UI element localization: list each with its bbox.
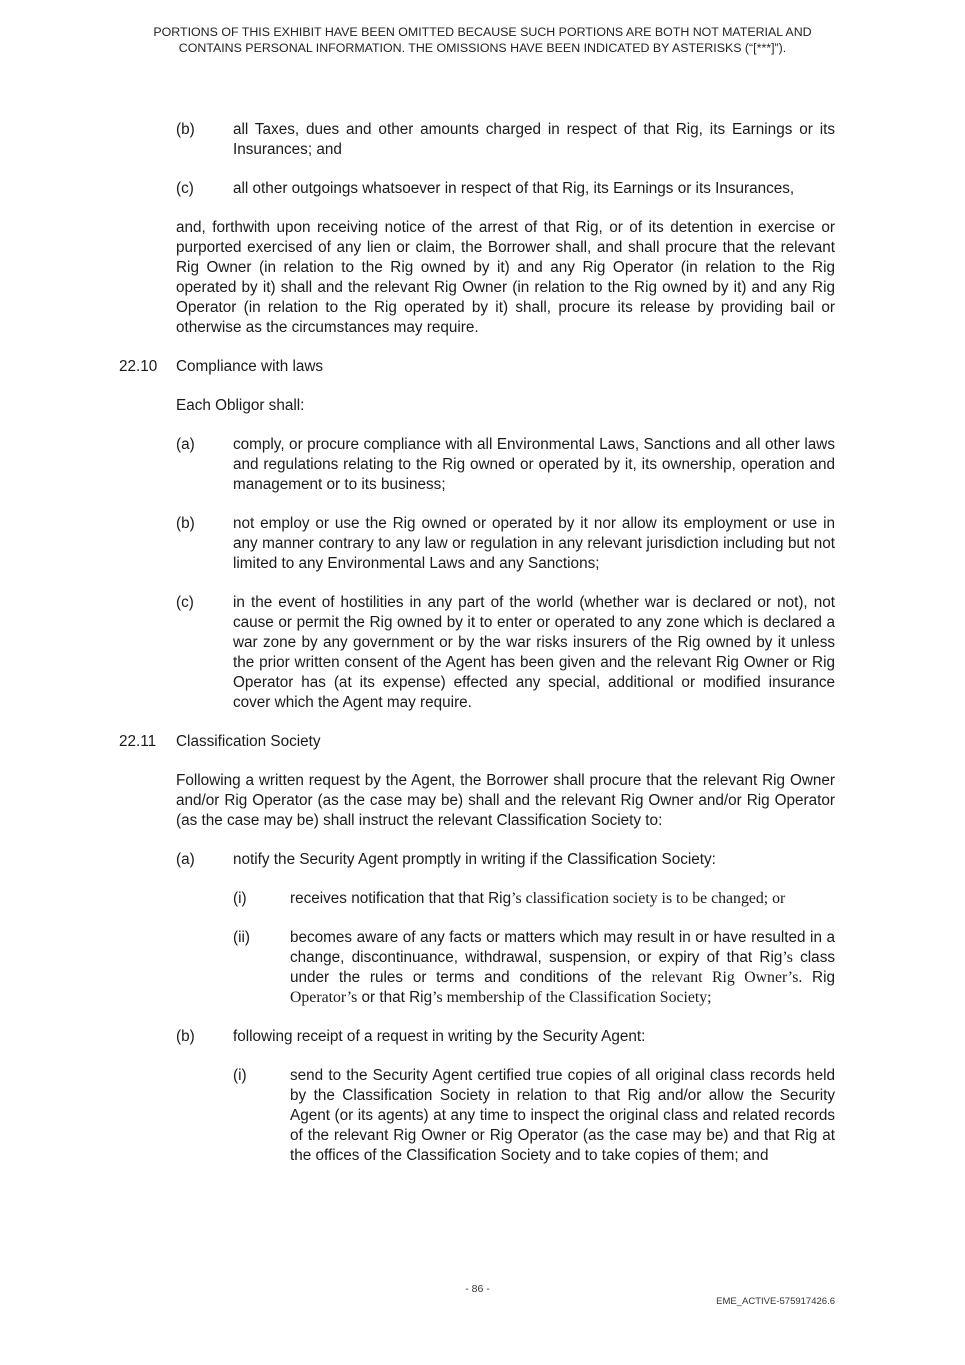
subclause-text: becomes aware of any facts or matters which may result in or have resulted in a change, discontinuance, withdrawal, suspension, or expiry of that Rig	[290, 929, 835, 966]
subclause-i-send-copies	[233, 1066, 835, 1166]
arrest-paragraph: and, forthwith upon receiving notice of the arrest of that Rig, or of its detention in exercise or purported exercised of any lien or claim, the Borrower shall, and shall procure that the relevant Rig Owner (in relation to the Rig owned by it) and any Rig Operator (in relation to the Rig operated by it) shall and the relevant Rig Owner (in relation to the Rig owned by it) and any Rig Operator (in relation to the Rig operated by it) shall, procure its release by providing bail or otherwise as the circumstances may require.	[176, 219, 835, 336]
subclause-text-serif: relevant Rig Owner’s.	[651, 969, 803, 986]
exhibit-header	[100, 24, 865, 56]
document-reference: EME_ACTIVE-575917426.6	[716, 1296, 835, 1307]
section-intro: Following a written request by the Agent, the Borrower shall procure that the relevant Rig Owner and/or Rig Operator (as the case may be) shall and the relevant Rig Owner and/or Rig Operator (as the case may be) shall instruct the relevant Classification Society to:	[176, 772, 835, 829]
subclause-text-serif: Operator’s	[290, 989, 358, 1006]
header-line-1: PORTIONS OF THIS EXHIBIT HAVE BEEN OMITTED BECAUSE SUCH PORTIONS ARE BOTH NOT MATERIAL AND	[153, 25, 812, 39]
clause-label: (c)	[176, 594, 194, 611]
clause-text: comply, or procure compliance with all Environmental Laws, Sanctions and all other laws and regulations relating to the Rig owned or operated by it, its ownership, operation and management or to its business;	[233, 436, 835, 493]
section-number: 22.10	[119, 358, 158, 375]
clause-label: (a)	[176, 436, 195, 453]
clause-label: (c)	[176, 180, 194, 197]
clause-text: all Taxes, dues and other amounts charged in respect of that Rig, its Earnings or its Insurances; and	[233, 121, 835, 158]
subclause-text: send to the Security Agent certified true copies of all original class records held by the Classification Society in relation to that Rig and/or allow the Security Agent (or its agents) at any time to inspect the original class and related records of the relevant Rig Owner or Rig Operator (as the case may be) and that Rig at the offices of the Classification Society and to take copies of them; and	[290, 1067, 835, 1164]
subclause-label: (ii)	[233, 929, 250, 946]
section-title: Compliance with laws	[176, 358, 324, 375]
subclause-text-serif: ’s	[782, 949, 793, 966]
section-title: Classification Society	[176, 733, 321, 750]
header-line-2: CONTAINS PERSONAL INFORMATION. THE OMISSIONS HAVE BEEN INDICATED BY ASTERISKS (“[***]”).	[178, 41, 787, 55]
subclause-i-notification	[233, 889, 835, 909]
section-intro: Each Obligor shall:	[176, 397, 305, 414]
section-heading-22-11	[119, 732, 835, 752]
section-heading-22-10	[119, 357, 835, 377]
page-number: - 86 -	[465, 1283, 490, 1295]
clause-item-b-following-receipt	[176, 1027, 835, 1047]
clause-item-c-outgoings	[176, 179, 835, 199]
subclause-label: (i)	[233, 890, 247, 907]
section-number: 22.11	[119, 733, 157, 750]
clause-text: in the event of hostilities in any part of the world (whether war is declared or not), not cause or permit the Rig owned by it to enter or operated to any zone which is declared a war zone by any government or by the war risks insurers of the Rig owned by it unless the prior written consent of the Agent has been given and the relevant Rig Owner or Rig Operator has (at its expense) effected any special, additional or modified insurance cover which the Agent may require.	[233, 594, 835, 711]
subclause-ii-aware	[233, 928, 836, 1008]
clause-label: (b)	[176, 515, 195, 532]
subclause-text: class under the rules or terms and conditions of the	[290, 949, 835, 986]
subclause-text: receives notification that that Rig	[290, 890, 512, 907]
clause-text: following receipt of a request in writing by the Security Agent:	[233, 1028, 646, 1045]
clause-text: not employ or use the Rig owned or operated by it nor allow its employment or use in any manner contrary to any law or regulation in any relevant jurisdiction including but not limited to any Environmental Laws and any Sanctions;	[233, 515, 835, 572]
subclause-text-serif: ’s classification society is to be changed; or	[511, 890, 786, 907]
clause-label: (a)	[176, 851, 195, 868]
clause-item-b-not-employ	[176, 514, 835, 574]
clause-item-a-notify	[176, 850, 835, 870]
clause-label: (b)	[176, 1028, 195, 1045]
subclause-label: (i)	[233, 1067, 247, 1084]
clause-item-b-taxes	[176, 120, 835, 160]
clause-item-c-hostilities	[176, 593, 835, 713]
document-body	[0, 120, 965, 1185]
subclause-text: Rig	[802, 969, 836, 986]
clause-label: (b)	[176, 121, 195, 138]
clause-text: all other outgoings whatsoever in respect of that Rig, its Earnings or its Insurances,	[233, 180, 795, 197]
subclause-text-serif: ’s membership of the Classification Society;	[432, 989, 712, 1006]
clause-text: notify the Security Agent promptly in writing if the Classification Society:	[233, 851, 716, 868]
clause-item-a-comply	[176, 435, 835, 495]
subclause-text: or that Rig	[357, 989, 433, 1006]
